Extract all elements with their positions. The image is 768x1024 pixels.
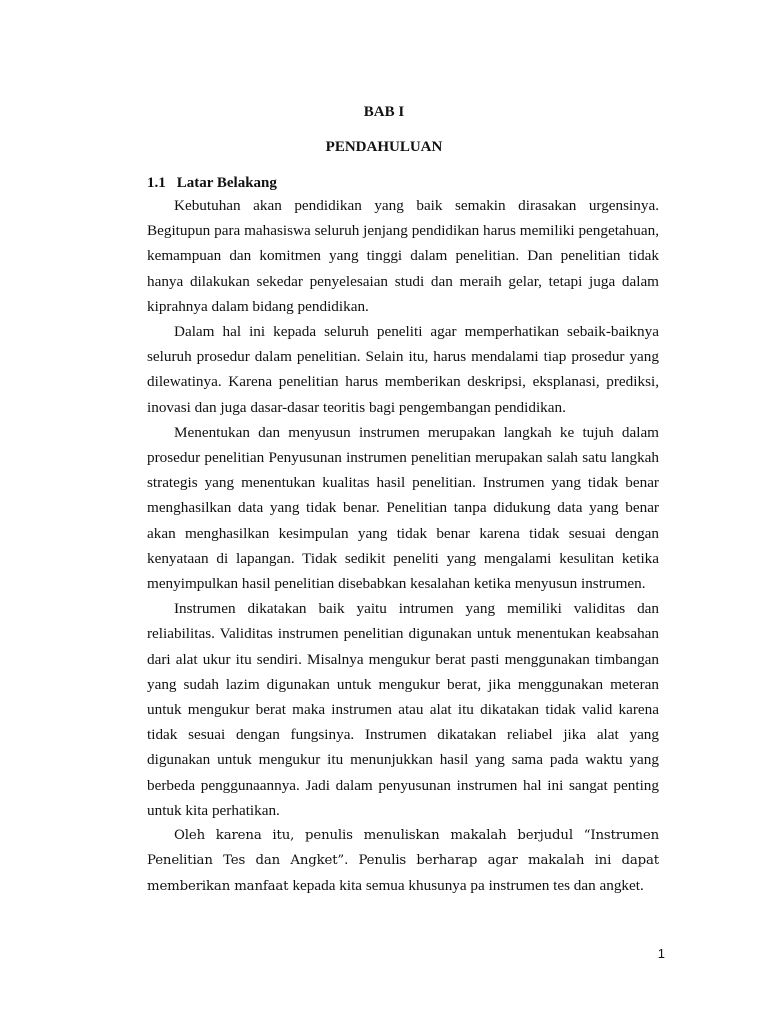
paragraph: Kebutuhan akan pendidikan yang baik semakin dirasakan urgensinya. Begitupun para mahasiswa seluruh jenjang pendidikan harus memiliki pengetahuan, kemampuan dan komitmen yang tinggi dalam penelitian. Dan penelitian tidak hanya dilakukan sekedar penyelesaian studi dan meraih gelar, tetapi juga dalam kiprahnya dalam bidang pendidikan. [147, 197, 659, 315]
section-title: Latar Belakang [176, 175, 277, 191]
closing-paragraph-part1: Oleh karena itu, penulis menuliskan makalah berjudul “Instrumen Penelitian Tes dan Angket”. Penulis berharap agar makalah ini dapat memberikan manfaat [147, 828, 659, 895]
chapter-number: BAB I [363, 104, 405, 120]
page-number: 1 [657, 946, 665, 961]
closing-paragraph-part2: kepada kita semua khusunya pa instrumen tes dan angket. [292, 877, 644, 895]
section-heading [147, 175, 277, 192]
paragraph: Dalam hal ini kepada seluruh peneliti agar memperhatikan sebaik-baiknya seluruh prosedur dalam penelitian. Selain itu, harus mendalami tiap prosedur yang dilewatinya. Karena penelitian harus memberikan deskripsi, eksplanasi, prediksi, inovasi dan juga dasar-dasar teoritis bagi pengembangan pendidikan. [147, 323, 659, 416]
paragraph: Menentukan dan menyusun instrumen merupakan langkah ke tujuh dalam prosedur penelitian Penyusunan instrumen penelitian merupakan salah satu langkah strategis yang menentukan kualitas hasil penelitian. Instrumen yang tidak benar menghasilkan data yang tidak benar. Penelitian tanpa didukung data yang benar akan menghasilkan kesimpulan yang tidak benar karena tidak sesuai dengan kenyataan di lapangan. Tidak sedikit peneliti yang mengalami kesulitan ketika menyimpulkan hasil penelitian disebabkan kesalahan ketika menyusun instrumen. [147, 423, 659, 593]
chapter-title: PENDAHULUAN [325, 139, 443, 155]
body-text [147, 193, 659, 900]
paragraph: Instrumen dikatakan baik yaitu intrumen yang memiliki validitas dan reliabilitas. Validitas instrumen penelitian digunakan untuk menentukan keabsahan dari alat ukur itu sendiri. Misalnya mengukur berat pasti menggunakan timbangan yang sudah lazim digunakan untuk mengukur berat, jika menggunakan meteran untuk mengukur berat maka instrumen atau alat itu dikatakan tidak valid karena tidak sesuai dengan fungsinya. Instrumen dikatakan reliabel jika alat yang digunakan untuk mengukur itu menunjukkan hasil yang sama pada waktu yang berbeda penggunaannya. Jadi dalam penyusunan instrumen hal ini sangat penting untuk kita perhatikan. [147, 600, 659, 819]
closing-paragraph [147, 823, 659, 900]
section-number: 1.1 [147, 175, 166, 191]
